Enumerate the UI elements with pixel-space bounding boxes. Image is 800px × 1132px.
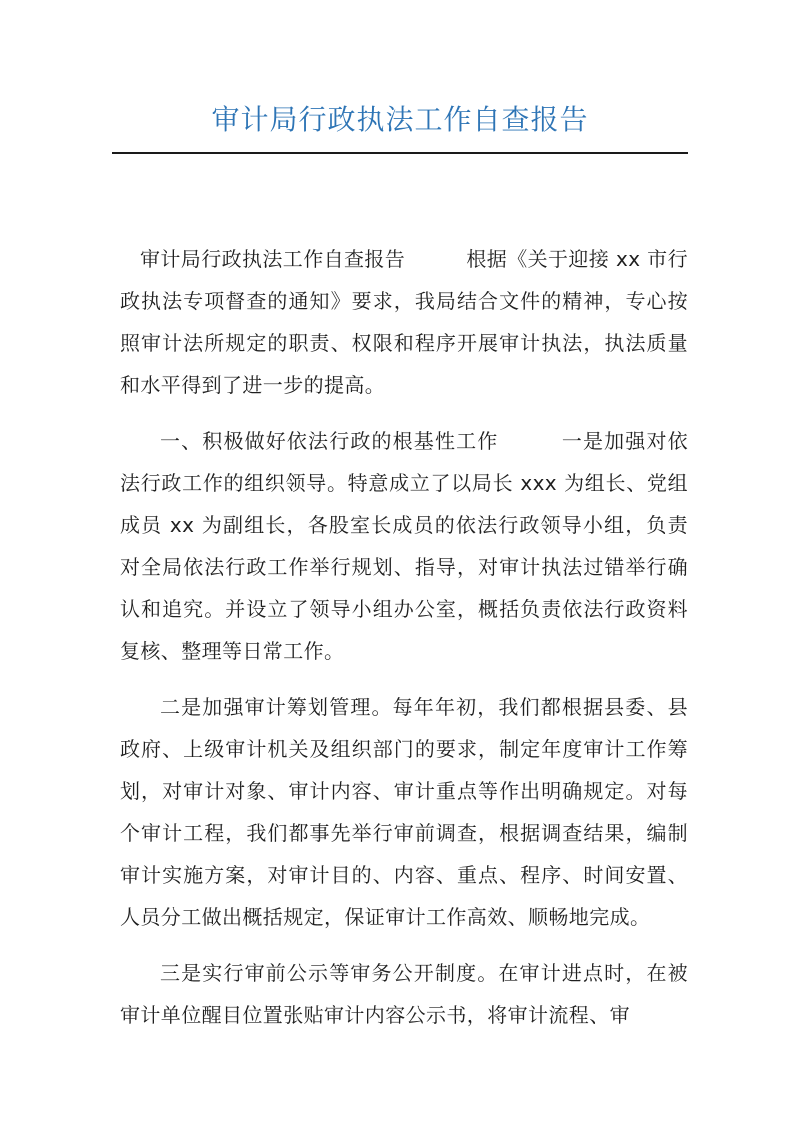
document-title: 审计局行政执法工作自查报告 — [211, 103, 589, 136]
paragraph-section-one: 一、积极做好依法行政的根基性工作 一是加强对依法行政工作的组织领导。特意成立了以局长 xxx 为组长、党组成员 xx 为副组长，各股室长成员的依法行政领导小组，负责对全局依法行政工作举行规划、指导，对审计执法过错举行确认和追究。并设立了领导小组办公室，概括负责依法行政资料复核、整理等日常工作。 — [120, 429, 688, 663]
paragraph-disclosure: 三是实行审前公示等审务公开制度。在审计进点时，在被审计单位醒目位置张贴审计内容公示书，将审计流程、审 — [120, 961, 688, 1027]
paragraph-intro: 审计局行政执法工作自查报告 根据《关于迎接 xx 市行政执法专项督查的通知》要求，我局结合文件的精神，专心按照审计法所规定的职责、权限和程序开展审计执法，执法质量和水平得到了进一步的提高。 — [120, 247, 688, 397]
title-underline — [112, 152, 688, 154]
paragraph-planning: 二是加强审计筹划管理。每年年初，我们都根据县委、县政府、上级审计机关及组织部门的要求，制定年度审计工作筹划，对审计对象、审计内容、审计重点等作出明确规定。对每个审计工程，我们都事先举行审前调查，根据调查结果，编制审计实施方案，对审计目的、内容、重点、程序、时间安置、人员分工做出概括规定，保证审计工作高效、顺畅地完成。 — [120, 695, 688, 929]
document-body — [120, 238, 688, 1050]
